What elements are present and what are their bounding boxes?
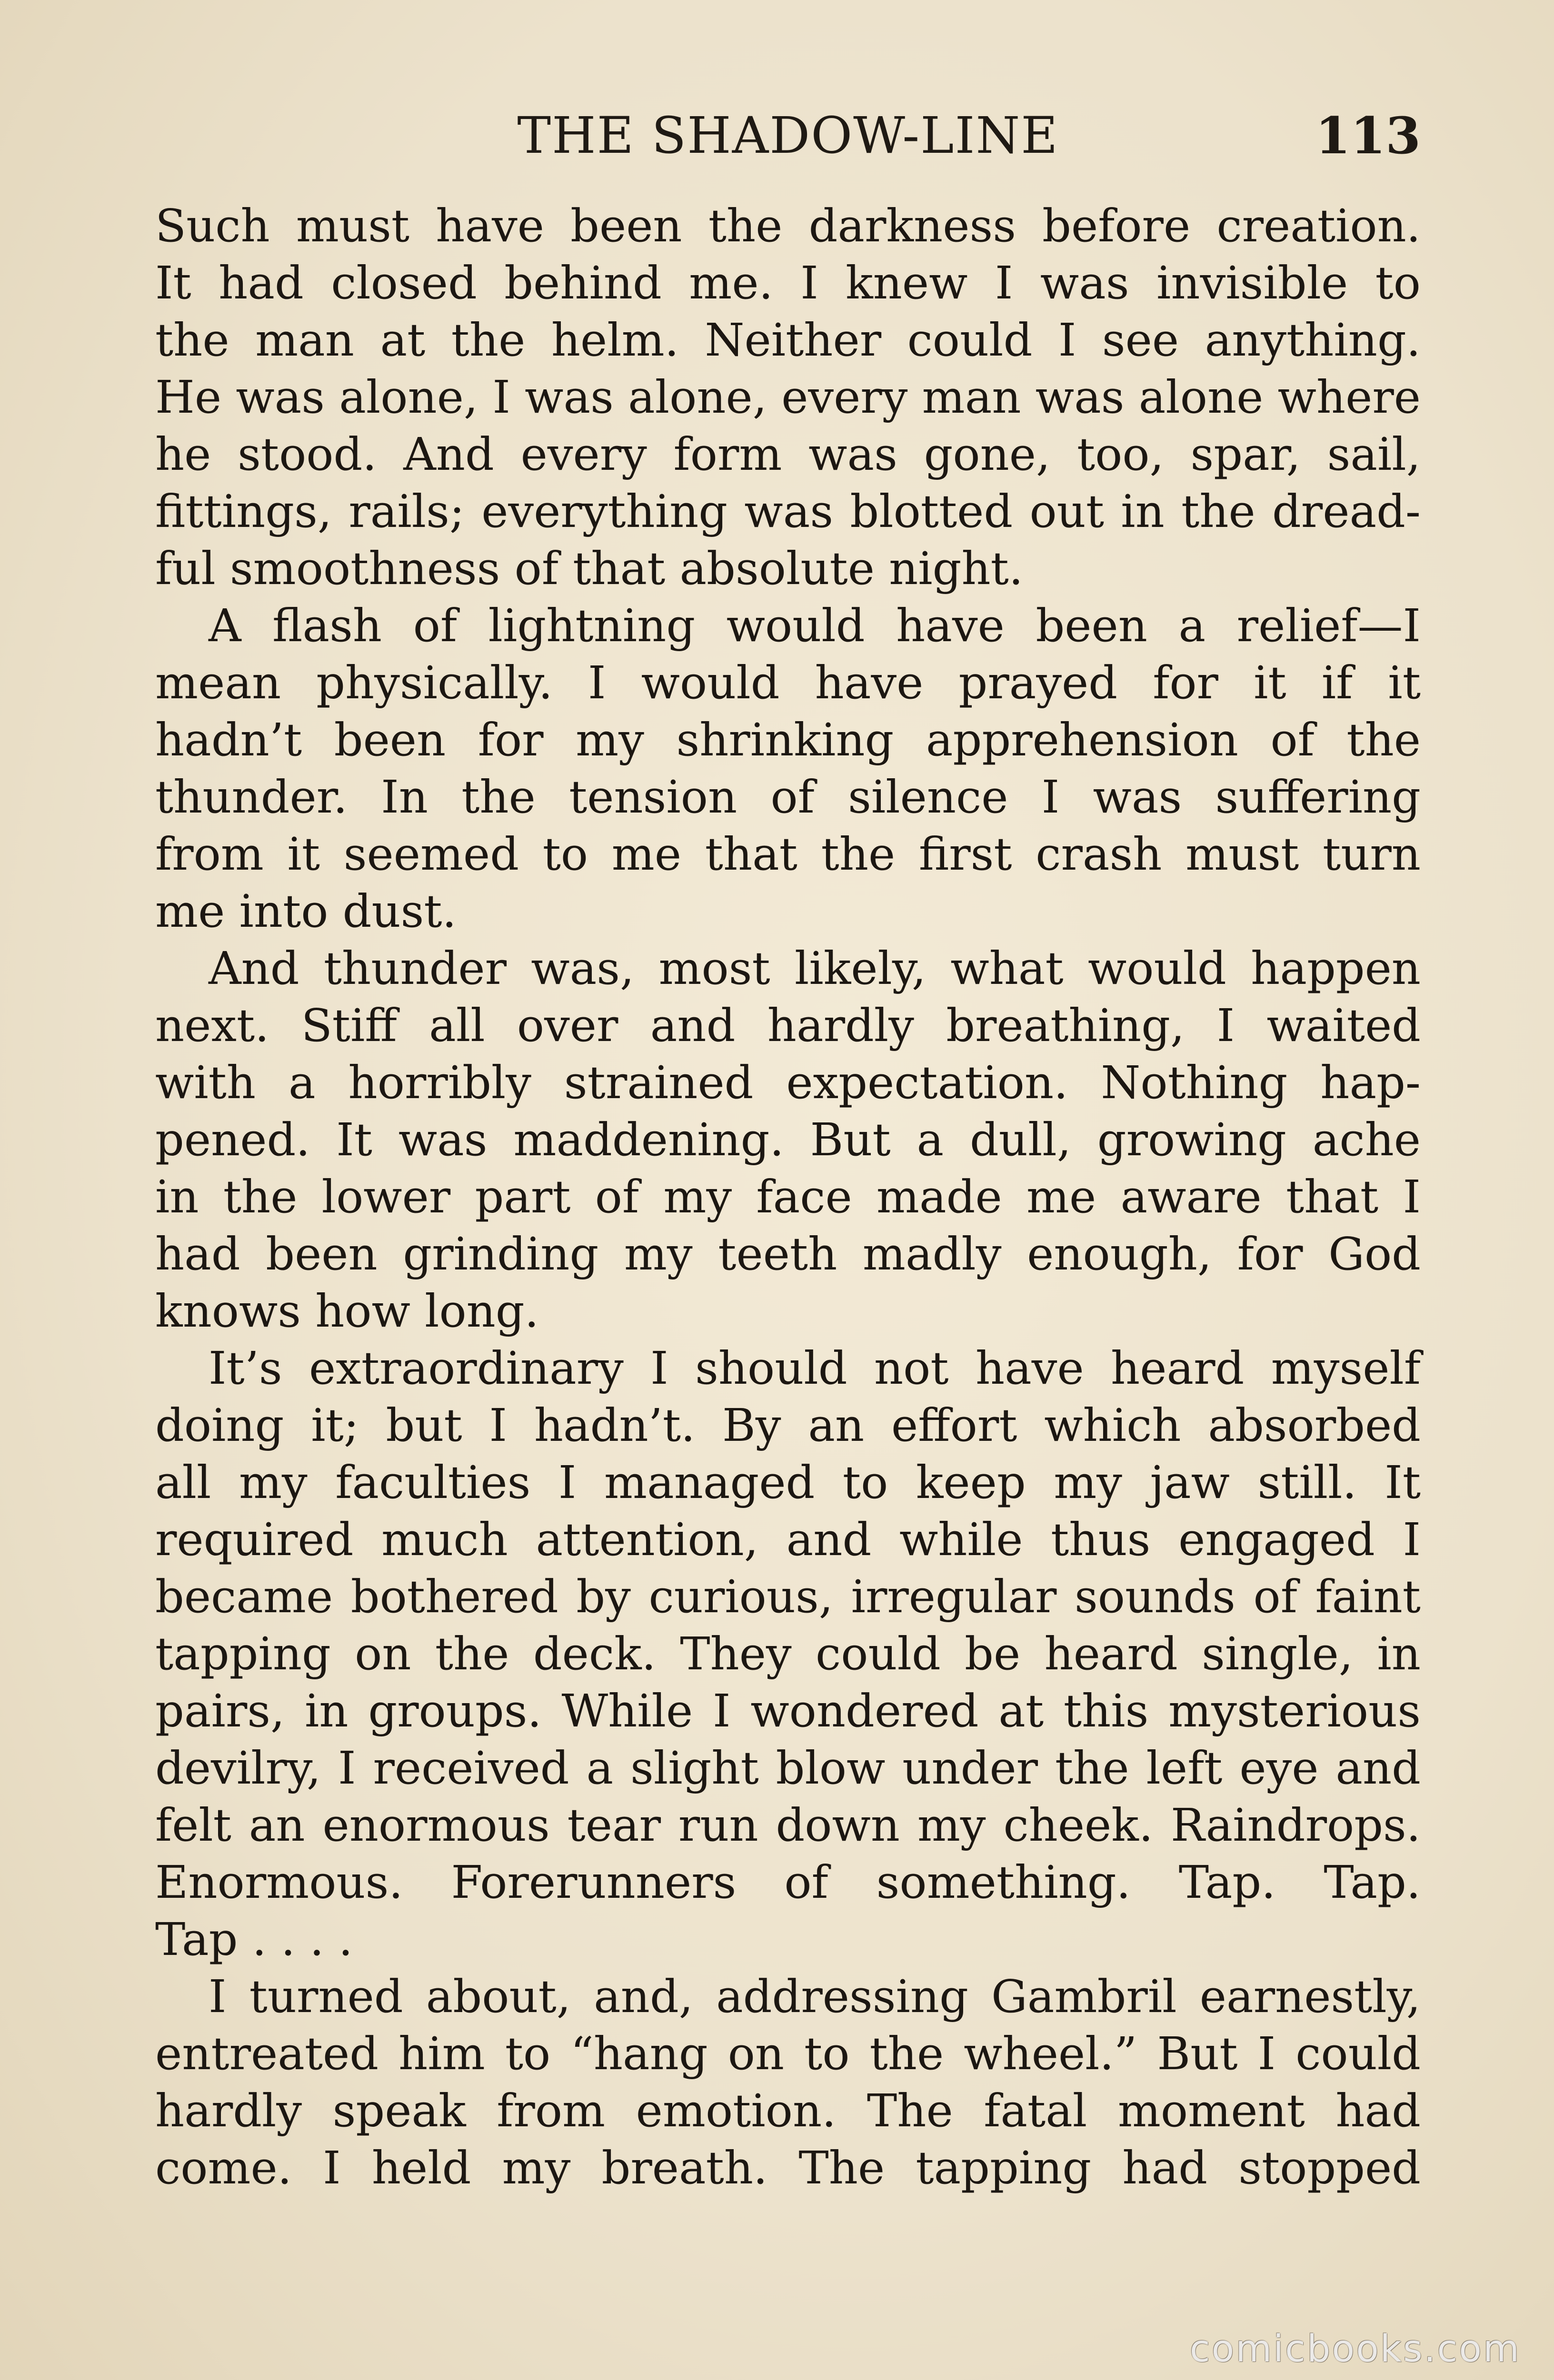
text-line: And thunder was, most likely, what would happen bbox=[209, 942, 1421, 995]
text-line: hadn’t been for my shrinking apprehension of the bbox=[155, 714, 1421, 766]
text-line: required much attention, and while thus engaged I bbox=[155, 1514, 1421, 1566]
text-line: devilry, I received a slight blow under the left eye and bbox=[155, 1742, 1421, 1795]
text-line: hardly speak from emotion. The fatal moment had bbox=[155, 2085, 1421, 2137]
running-header bbox=[155, 100, 1421, 171]
paragraph bbox=[155, 1340, 1421, 1968]
text-line: me into dust. bbox=[155, 885, 457, 938]
text-line: entreated him to “hang on to the wheel.” But I could bbox=[155, 2028, 1421, 2080]
text-line: with a horribly strained expectation. Nothing hap- bbox=[155, 1057, 1421, 1109]
watermark: comicbooks.com bbox=[1189, 2328, 1521, 2370]
text-line: in the lower part of my face made me aware that I bbox=[155, 1171, 1421, 1223]
text-line: the man at the helm. Neither could I see anything. bbox=[155, 314, 1421, 367]
text-line: next. Stiff all over and hardly breathing, I waited bbox=[155, 1000, 1421, 1052]
text-line: pened. It was maddening. But a dull, growing ache bbox=[155, 1114, 1421, 1166]
text-line: A flash of lightning would have been a relief—I bbox=[209, 600, 1421, 652]
text-line: from it seemed to me that the first crash must turn bbox=[155, 828, 1421, 881]
text-line: knows how long. bbox=[155, 1285, 539, 1338]
text-line: had been grinding my teeth madly enough, for God bbox=[155, 1228, 1421, 1280]
text-line: pairs, in groups. While I wondered at this mysterious bbox=[155, 1685, 1421, 1737]
text-line: fittings, rails; everything was blotted out in the dread- bbox=[155, 486, 1421, 538]
text-line: all my faculties I managed to keep my jaw still. It bbox=[155, 1457, 1421, 1509]
text-line: he stood. And every form was gone, too, spar, sail, bbox=[155, 428, 1421, 481]
text-line: He was alone, I was alone, every man was alone where bbox=[155, 371, 1421, 424]
text-line: became bothered by curious, irregular sounds of faint bbox=[155, 1571, 1421, 1623]
text-line: thunder. In the tension of silence I was suffering bbox=[155, 771, 1421, 823]
text-line: doing it; but I hadn’t. By an effort which absorbed bbox=[155, 1399, 1421, 1452]
paragraph bbox=[155, 597, 1421, 940]
paragraph bbox=[155, 940, 1421, 1340]
paragraph bbox=[155, 1968, 1421, 2197]
text-line: I turned about, and, addressing Gambril earnestly, bbox=[209, 1971, 1421, 2023]
text-line: It had closed behind me. I knew I was invisible to bbox=[155, 257, 1421, 309]
text-line: Tap . . . . bbox=[155, 1914, 353, 1966]
running-title: THE SHADOW-LINE bbox=[517, 106, 1059, 165]
text-line: mean physically. I would have prayed for it if it bbox=[155, 657, 1421, 709]
text-line: tapping on the deck. They could be heard single, in bbox=[155, 1628, 1421, 1680]
text-line: ful smoothness of that absolute night. bbox=[155, 543, 1024, 595]
text-line: Enormous. Forerunners of something. Tap. Tap. bbox=[155, 1856, 1421, 1909]
text-line: It’s extraordinary I should not have heard myself bbox=[209, 1342, 1421, 1395]
body-text bbox=[155, 198, 1421, 2197]
text-line: come. I held my breath. The tapping had stopped bbox=[155, 2142, 1421, 2194]
text-line: felt an enormous tear run down my cheek. Raindrops. bbox=[155, 1799, 1421, 1852]
paragraph bbox=[155, 198, 1421, 597]
page-number: 113 bbox=[1315, 106, 1421, 165]
text-line: Such must have been the darkness before creation. bbox=[155, 200, 1421, 252]
